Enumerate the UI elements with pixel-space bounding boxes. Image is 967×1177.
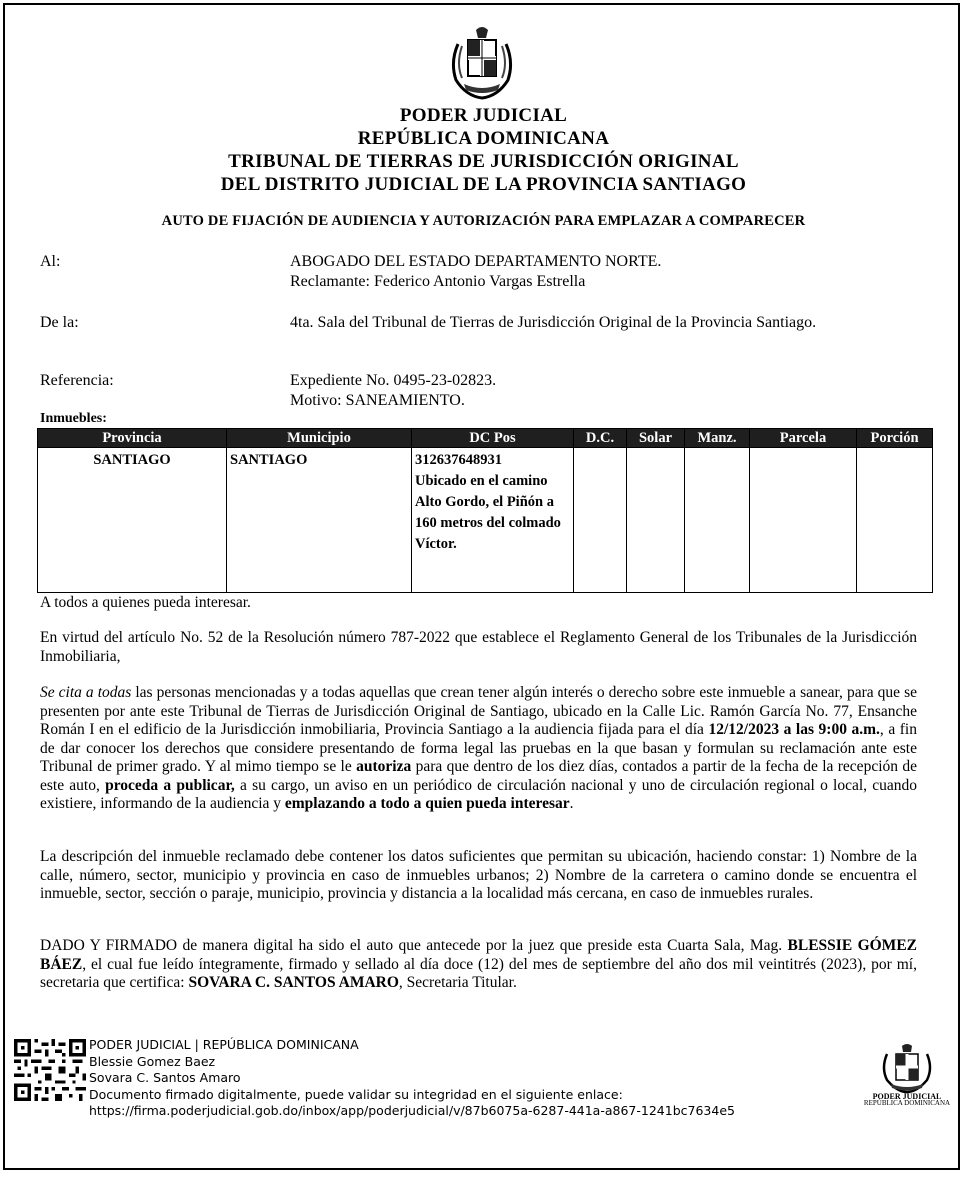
column-header: D.C. (574, 429, 627, 448)
salutation: A todos a quienes pueda interesar. (40, 594, 251, 611)
legal-basis-paragraph: En virtud del artículo No. 52 de la Resolución número 787-2022 que establece el Reglamento General de los Tribunales de la Jurisdicción Inmobiliaria, (40, 629, 917, 665)
citation-text: para que dentro de los diez días, contados a partir de la fecha de la recepción de este auto, (40, 758, 917, 794)
cell-provincia: SANTIAGO (38, 448, 227, 593)
validation-link[interactable]: https://firma.poderjudicial.gob.do/inbox/app/poderjudicial/v/87b6075a-6287-441a-a867-1241bc7634e5 (89, 1103, 735, 1118)
seal-caption-subtitle: REPÚBLICA DOMINICANA (863, 1099, 951, 1107)
header-line-1: PODER JUDICIAL (399, 105, 568, 126)
expediente-number: Expediente No. 0495-23-02823. (290, 372, 497, 389)
citation-text: las personas mencionadas y a todas aquellas que crean tener algún interés o derecho sobre este inmueble a sanear, para que se presenten por ante este Tribunal de Tierras de Jurisdicción Original de Santiago, ubicado en la Calle Lic. Ramón García No. 77, Ensanche Román I en el edificio de la Jurisdicción inmobiliaria, Provincia Santiago a la audiencia fijada para el día (40, 684, 917, 738)
secretary-name: SOVARA C. SANTOS AMARO (188, 974, 399, 991)
footer-signer-judge: Blessie Gomez Baez (89, 1053, 216, 1069)
al-claimant: Reclamante: Federico Antonio Vargas Estrella (290, 273, 586, 290)
referencia-label: Referencia: (40, 372, 114, 389)
al-label: Al: (40, 253, 61, 270)
citation-lead: Se cita a todas (40, 684, 132, 701)
judge-name: BLESSIE GÓMEZ BÁEZ (40, 937, 917, 973)
cell-dc (574, 448, 627, 593)
footer-signer-secretary: Sovara C. Santos Amaro (89, 1070, 241, 1085)
footer-institution: PODER JUDICIAL | REPÚBLICA DOMINICANA (89, 1037, 359, 1052)
table-row (38, 448, 933, 593)
header-line-2: REPÚBLICA DOMINICANA (357, 128, 610, 149)
column-header: Provincia (38, 429, 227, 448)
cell-parcela (750, 448, 857, 593)
citation-text: a su cargo, un aviso en un periódico de circulación nacional y uno de circulación regional o local, cuando existiere, informando de la audiencia y (40, 776, 917, 812)
motivo: Motivo: SANEAMIENTO. (290, 392, 465, 409)
signature-text: , Secretaria Titular. (398, 974, 517, 991)
court-header (0, 104, 967, 196)
qr-code-icon[interactable] (14, 1039, 86, 1101)
column-header: Porción (857, 429, 933, 448)
seal-caption (862, 1093, 952, 1107)
document-title: AUTO DE FIJACIÓN DE AUDIENCIA Y AUTORIZACIÓN PARA EMPLAZAR A COMPARECER (161, 213, 806, 229)
column-header: Manz. (685, 429, 750, 448)
referencia-value (290, 371, 917, 411)
cell-municipio: SANTIAGO (227, 448, 412, 593)
cell-porcion (857, 448, 933, 593)
coat-of-arms-icon (877, 1042, 937, 1094)
footer-validation-note: Documento firmado digitalmente, puede validar su integridad en el siguiente enlace: (89, 1086, 623, 1102)
citation-paragraph (40, 684, 917, 814)
dela-label: De la: (40, 314, 79, 331)
coat-of-arms-icon (446, 22, 518, 100)
column-header: Parcela (750, 429, 857, 448)
table-header-row (38, 429, 933, 448)
column-header: DC Pos (412, 429, 574, 448)
cell-dc-pos (412, 448, 574, 593)
cell-solar (627, 448, 685, 593)
column-header: Solar (627, 429, 685, 448)
signature-text: , el cual fue leído íntegramente, firmado y sellado al día doce (12) del mes de septiembre del año dos mil veintitrés (2023), por mí, secretaria que certifica: (40, 955, 917, 991)
cell-manz (685, 448, 750, 593)
publicar-text: proceda a publicar, (105, 776, 235, 794)
autoriza-text: autoriza (356, 758, 412, 775)
citation-text: . (569, 795, 574, 812)
dc-pos-description: Ubicado en el camino Alto Gordo, el Piñón a 160 metros del colmado Víctor. (415, 473, 561, 552)
emplazando-text: emplazando a todo a quien pueda interesar (284, 795, 570, 812)
inmuebles-label: Inmuebles: (40, 411, 107, 426)
signature-text: DADO Y FIRMADO de manera digital ha sido el auto que antecede por la juez que preside esta Cuarta Sala, Mag. (40, 937, 788, 954)
al-value (290, 252, 917, 292)
header-line-4: DEL DISTRITO JUDICIAL DE LA PROVINCIA SANTIAGO (220, 174, 747, 195)
dc-pos-code: 312637648931 (415, 452, 502, 468)
seal-caption-title: PODER JUDICIAL (872, 1092, 942, 1101)
citation-text: , a fin de dar conocer los derechos que considere presentando de forma legal las pruebas en la que basan y formulan su reclamación ante este Tribunal de primer grado. Y al mimo tiempo se le (40, 721, 917, 775)
column-header: Municipio (227, 429, 412, 448)
inmuebles-table (37, 428, 933, 593)
header-line-3: TRIBUNAL DE TIERRAS DE JURISDICCIÓN ORIGINAL (228, 151, 739, 172)
al-recipient: ABOGADO DEL ESTADO DEPARTAMENTO NORTE. (290, 253, 662, 270)
description-paragraph: La descripción del inmueble reclamado debe contener los datos suficientes que permitan su ubicación, haciendo constar: 1) Nombre de la calle, número, sector, municipio y provincia en caso de inmuebles urbanos; 2) Nombre de la carretera o camino donde se encuentra el inmueble, sector, sección o paraje, municipio, provincia y distancia a la localidad más cercana, en caso de inmuebles rurales. (40, 848, 917, 902)
hearing-date: 12/12/2023 a las 9:00 a.m. (708, 721, 880, 738)
digital-signature-footer (89, 1037, 849, 1120)
dela-value: 4ta. Sala del Tribunal de Tierras de Jurisdicción Original de la Provincia Santiago. (290, 314, 817, 331)
signature-paragraph (40, 937, 917, 993)
